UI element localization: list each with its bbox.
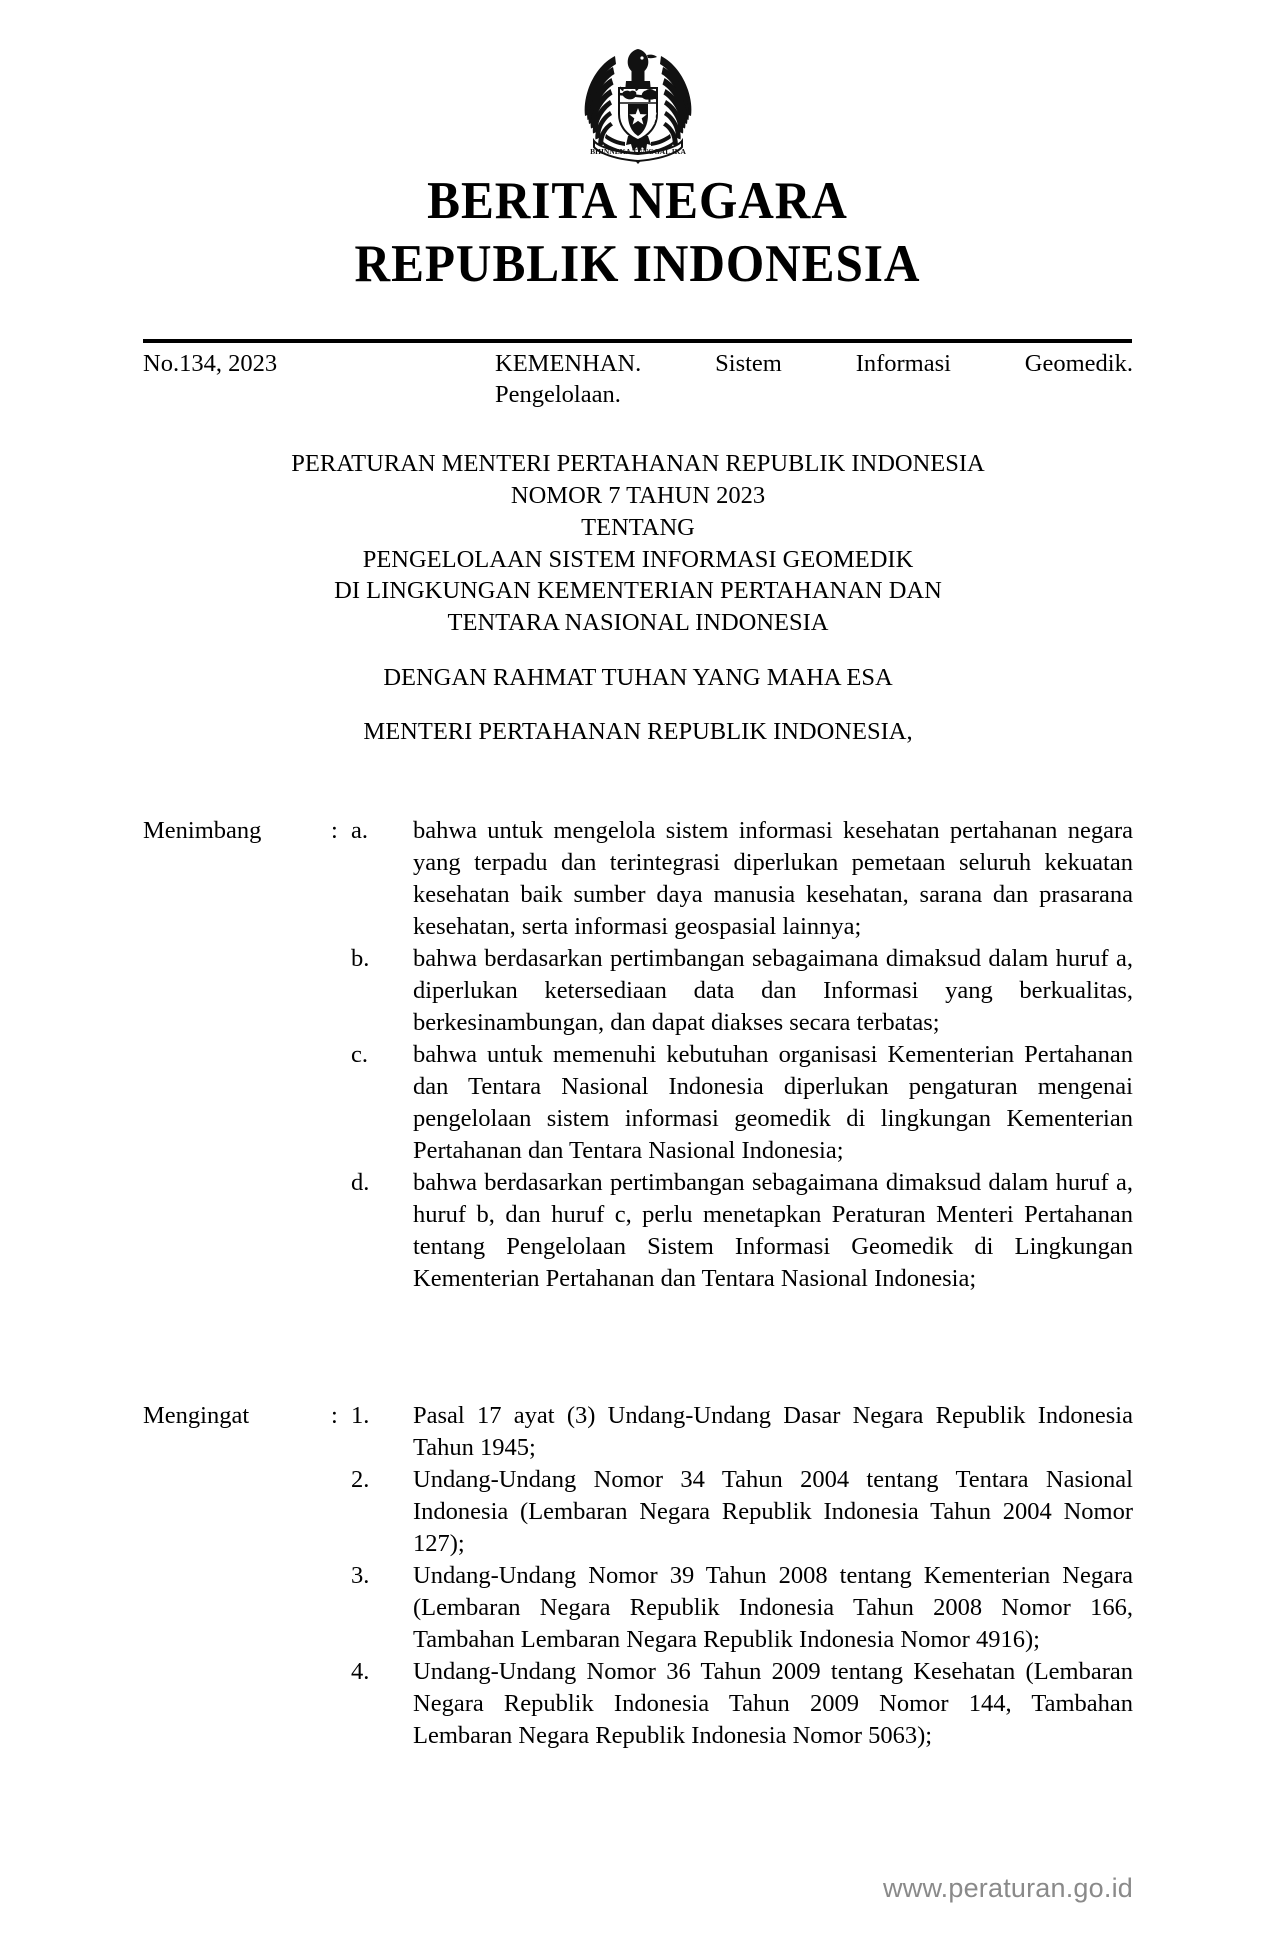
list-item — [351, 1167, 1133, 1295]
masthead-title-line2: REPUBLIK INDONESIA — [354, 234, 921, 293]
title-line-4: PENGELOLAAN SISTEM INFORMASI GEOMEDIK — [362, 545, 914, 573]
masthead — [0, 170, 1275, 295]
item-text: bahwa berdasarkan pertimbangan sebagaimana dimaksud dalam huruf a, huruf b, dan huruf c, perlu menetapkan Peraturan Menteri Pertahanan tentang Pengelolaan Sistem Informasi Geomedik di Lingkungan Kementerian Pertahanan dan Tentara Nasional Indonesia; — [413, 1168, 1133, 1292]
header-divider-rule — [143, 339, 1132, 343]
item-marker: 2. — [351, 1465, 370, 1493]
subject-keywords — [495, 348, 1133, 411]
subject-keywords-line1: KEMENHAN. Sistem Informasi Geomedik. — [495, 350, 1133, 377]
item-text: bahwa untuk memenuhi kebutuhan organisasi Kementerian Pertahanan dan Tentara Nasional Indonesia diperlukan pengaturan mengenai pengelolaan sistem informasi geomedik di lingkungan Kementerian Pertahanan dan Tentara Nasional Indonesia; — [413, 1040, 1133, 1164]
footer-watermark: www.peraturan.go.id — [883, 1873, 1133, 1903]
list-item — [351, 1400, 1133, 1464]
list-item — [351, 1039, 1133, 1167]
svg-text:BHINNEKA TUNGGAL IKA: BHINNEKA TUNGGAL IKA — [589, 147, 686, 156]
item-text: bahwa berdasarkan pertimbangan sebagaimana dimaksud dalam huruf a, diperlukan ketersediaan data dan Informasi yang berkualitas, berkesinambungan, dan dapat diakses secara terbatas; — [413, 944, 1133, 1036]
mengingat-item-list — [351, 1400, 1133, 1752]
menimbang-colon: : — [331, 817, 338, 844]
item-marker: 3. — [351, 1561, 370, 1589]
masthead-title-line1: BERITA NEGARA — [427, 172, 848, 230]
item-marker: b. — [351, 944, 370, 972]
item-text: Undang-Undang Nomor 34 Tahun 2004 tentang Tentara Nasional Indonesia (Lembaran Negara Republik Indonesia Tahun 2004 Nomor 127); — [413, 1465, 1133, 1557]
mengingat-colon: : — [331, 1402, 338, 1429]
menimbang-item-list — [351, 815, 1133, 1295]
list-item — [351, 1656, 1133, 1752]
menimbang-label: Menimbang — [143, 817, 262, 844]
subject-keywords-line2: Pengelolaan. — [495, 381, 621, 409]
regulation-title-block — [143, 448, 1133, 639]
item-marker: d. — [351, 1168, 370, 1196]
garuda-pancasila-emblem — [563, 38, 713, 166]
item-text: Undang-Undang Nomor 39 Tahun 2008 tentang Kementerian Negara (Lembaran Negara Republik Indonesia Tahun 2008 Nomor 166, Tambahan Lembaran Negara Republik Indonesia Nomor 4916); — [413, 1561, 1133, 1653]
list-item — [351, 1560, 1133, 1656]
authority-line: MENTERI PERTAHANAN REPUBLIK INDONESIA, — [363, 718, 913, 745]
item-marker: c. — [351, 1040, 368, 1068]
list-item — [351, 1464, 1133, 1560]
blessing-line: DENGAN RAHMAT TUHAN YANG MAHA ESA — [383, 664, 893, 691]
issue-number: No.134, 2023 — [143, 350, 278, 377]
mengingat-label: Mengingat — [143, 1402, 250, 1429]
list-item — [351, 815, 1133, 943]
title-line-2: NOMOR 7 TAHUN 2023 — [510, 481, 766, 509]
item-text: Pasal 17 ayat (3) Undang-Undang Dasar Negara Republik Indonesia Tahun 1945; — [413, 1402, 1133, 1461]
emblem-container — [0, 38, 1275, 166]
title-line-1: PERATURAN MENTERI PERTAHANAN REPUBLIK INDONESIA — [291, 450, 985, 477]
item-text: Undang-Undang Nomor 36 Tahun 2009 tentang Kesehatan (Lembaran Negara Republik Indonesia Tahun 2009 Nomor 144, Tambahan Lembaran Negara Republik Indonesia Nomor 5063); — [413, 1657, 1133, 1749]
title-line-6: TENTARA NASIONAL INDONESIA — [447, 609, 829, 637]
item-text: bahwa untuk mengelola sistem informasi kesehatan pertahanan negara yang terpadu dan terintegrasi diperlukan pemetaan seluruh kekuatan kesehatan baik sumber daya manusia kesehatan, sarana dan prasarana kesehatan, serta informasi geospasial lainnya; — [413, 817, 1133, 940]
item-marker: 4. — [351, 1657, 370, 1685]
title-line-5: DI LINGKUNGAN KEMENTERIAN PERTAHANAN DAN — [334, 577, 942, 605]
item-marker: a. — [351, 817, 368, 844]
title-line-3: TENTANG — [581, 513, 695, 541]
list-item — [351, 943, 1133, 1039]
item-marker: 1. — [351, 1402, 370, 1429]
